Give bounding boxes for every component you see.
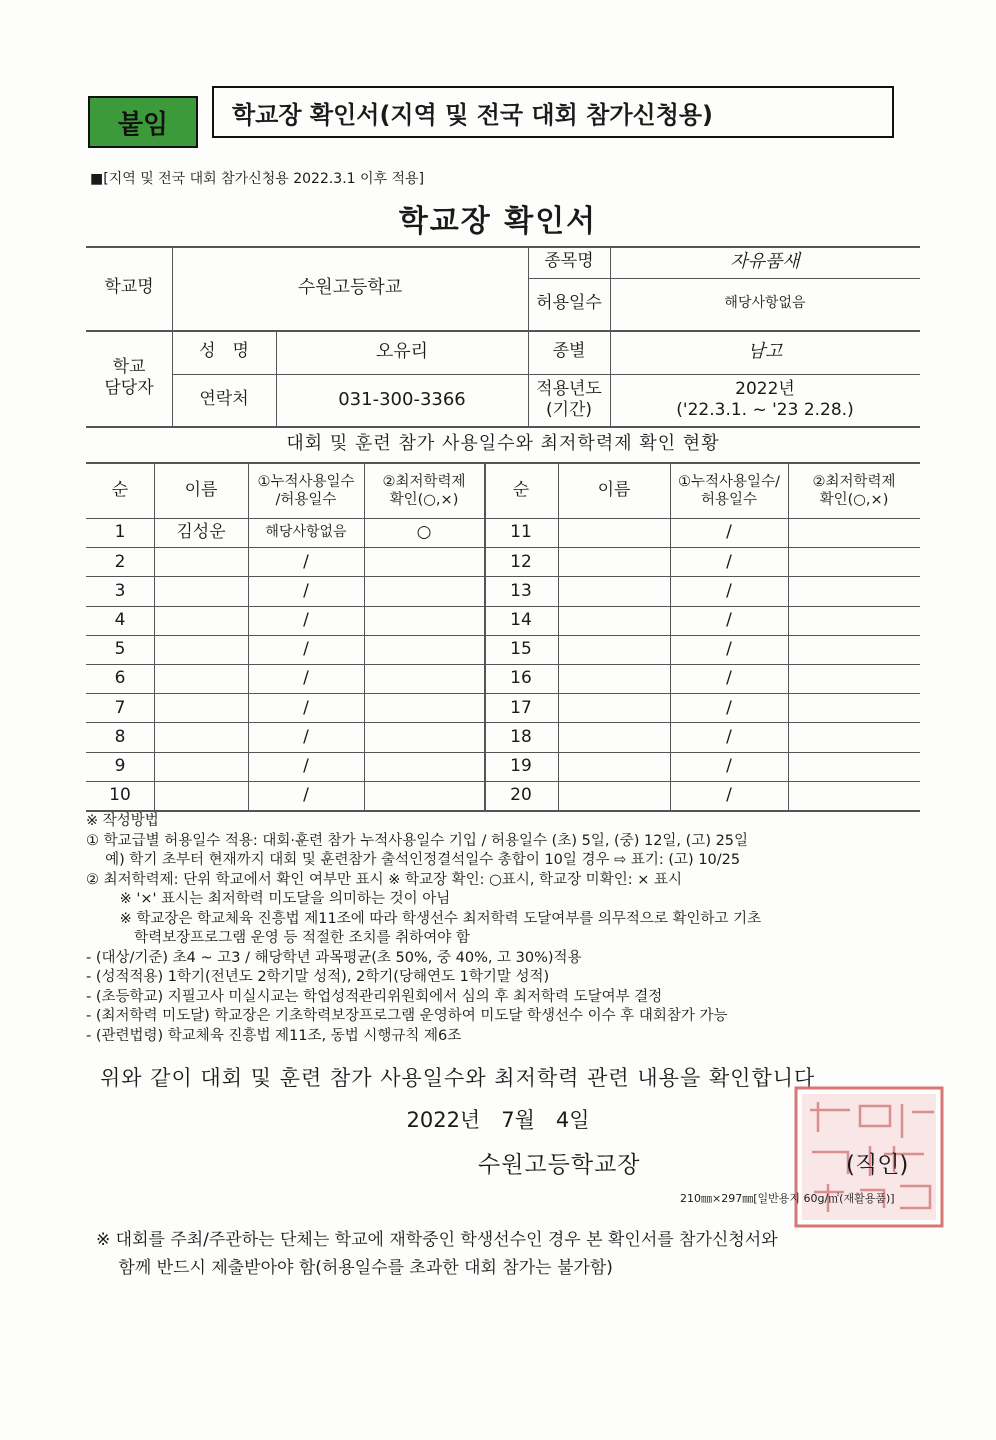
cell-no: 10	[109, 785, 131, 806]
cell-no: 20	[510, 785, 532, 806]
cell-no: 6	[114, 668, 126, 689]
cell-name	[558, 577, 670, 605]
col-header-academic: ②최저학력제 확인(○,×)	[382, 473, 466, 508]
cell-name	[154, 577, 248, 605]
instruction-line: ※ 학교장은 학교체육 진흥법 제11조에 따라 학생선수 최저학력 도달여부를 의무적으로 확인하고 기초	[86, 910, 762, 927]
cell-days: /	[303, 668, 309, 689]
issue-date: 2022년 7월 4일	[406, 1108, 590, 1132]
form-title-box: 학교장 확인서(지역 및 전국 대회 참가신청용)	[212, 86, 894, 138]
instruction-line: - (성적적용) 1학기(전년도 2학기말 성적), 2학기(당해연도 1학기말 성적)	[86, 969, 550, 985]
cell-name	[558, 519, 670, 547]
cell-days: /	[303, 580, 309, 601]
cell-no: 18	[510, 726, 532, 747]
cell-name	[558, 782, 670, 810]
cell-acad	[364, 665, 484, 693]
cell-no: 5	[114, 639, 126, 660]
cell-days: /	[303, 697, 309, 718]
cell-name	[558, 753, 670, 781]
cell-no: 9	[114, 756, 126, 777]
year-value: 2022년 ('22.3.1. ~ '23 2.28.)	[676, 378, 854, 420]
cell-days: /	[303, 551, 309, 572]
instruction-line: ② 최저학력제: 단위 학교에서 확인 여부만 표시 ※ 학교장 확인: ○표시, 학교장 미확인: × 표시	[86, 871, 682, 888]
year-label: 적용년도 (기간)	[536, 378, 602, 420]
cell-name	[154, 782, 248, 810]
cell-acad	[788, 782, 920, 810]
cell-acad	[788, 636, 920, 664]
cell-no: 16	[510, 668, 532, 689]
grid-title: 대회 및 훈련 참가 사용일수와 최저학력제 확인 현황	[286, 432, 720, 454]
document-title: 학교장 확인서	[398, 204, 598, 239]
school-label: 학교명	[104, 277, 154, 298]
event-label: 종목명	[544, 251, 594, 272]
cell-days: /	[726, 639, 732, 660]
cell-acad	[364, 607, 484, 635]
instruction-line: ※ 작성방법	[86, 813, 159, 829]
instruction-line: 학력보장프로그램 운영 등 적절한 조치를 취하여야 함	[86, 930, 470, 946]
instructions	[86, 812, 926, 1046]
instruction-line: - (대상/기준) 초4 ~ 고3 / 해당학년 과목평균(초 50%, 중 40%, 고 30%)적용	[86, 949, 582, 966]
cell-acad	[788, 723, 920, 751]
cell-acad	[364, 753, 484, 781]
col-header-no-right: 순	[512, 480, 530, 501]
instruction-line: - (초등학교) 지필고사 미실시교는 학업성적관리위원회에서 심의 후 최저학력 도달여부 결정	[86, 988, 663, 1005]
cell-no: 11	[510, 522, 532, 543]
cell-name	[558, 723, 670, 751]
cell-name	[558, 694, 670, 722]
cell-acad	[788, 577, 920, 605]
cell-days: /	[726, 726, 732, 747]
event-value: 자유품새	[730, 250, 800, 272]
cell-no: 12	[510, 551, 532, 572]
form-subnote: ■[지역 및 전국 대회 참가신청용 2022.3.1 이후 적용]	[90, 171, 425, 187]
gender-value: 남고	[747, 340, 783, 362]
cell-days: /	[726, 580, 732, 601]
cell-acad: ○	[416, 522, 432, 543]
footer-note: ※ 대회를 주최/주관하는 단체는 학교에 재학중인 학생선수인 경우 본 확인서를 참가신청서와 함께 반드시 제출받아야 함(허용일수를 초과한 대회 참가는 불가함)	[96, 1230, 778, 1278]
contact-value: 031-300-3366	[338, 388, 466, 410]
cell-days: 해당사항없음	[265, 524, 347, 541]
cell-no: 15	[510, 639, 532, 660]
cell-name: 김성운	[176, 522, 226, 543]
cell-no: 7	[114, 697, 126, 718]
name-value: 오유리	[375, 340, 429, 362]
instruction-line: - (최저학력 미도달) 학교장은 기초학력보장프로그램 운영하여 미도달 학생선수 이수 후 대회참가 가능	[86, 1008, 728, 1024]
cell-no: 13	[510, 580, 532, 601]
cell-days: /	[726, 551, 732, 572]
cell-no: 1	[114, 522, 126, 543]
cell-no: 2	[114, 551, 126, 572]
col-header-name-right: 이름	[597, 480, 631, 501]
cell-acad	[788, 753, 920, 781]
cell-acad	[364, 723, 484, 751]
manager-label: 학교 담당자	[104, 356, 154, 398]
cell-acad	[364, 577, 484, 605]
cell-acad	[364, 636, 484, 664]
gender-label: 종별	[552, 341, 586, 362]
confirmation-statement: 위와 같이 대회 및 훈련 참가 사용일수와 최저학력 관련 내용을 확인합니다	[100, 1066, 816, 1090]
attachment-badge: 붙임	[88, 96, 198, 148]
cell-no: 17	[510, 697, 532, 718]
cell-name	[558, 636, 670, 664]
cell-acad	[788, 548, 920, 576]
cell-days: /	[303, 726, 309, 747]
cell-name	[154, 694, 248, 722]
allowed-days-value: 해당사항없음	[724, 295, 806, 312]
cell-days: /	[726, 756, 732, 777]
col-header-academic-right: ②최저학력제 확인(○,×)	[812, 473, 896, 508]
cell-name	[558, 665, 670, 693]
cell-name	[154, 723, 248, 751]
cell-days: /	[303, 610, 309, 631]
cell-days: /	[726, 610, 732, 631]
cell-no: 4	[114, 610, 126, 631]
instruction-line: - (관련법령) 학교체육 진흥법 제11조, 동법 시행규칙 제6조	[86, 1027, 462, 1044]
cell-name	[154, 636, 248, 664]
cell-no: 8	[114, 726, 126, 747]
cell-no: 19	[510, 756, 532, 777]
cell-acad	[788, 607, 920, 635]
cell-days: /	[303, 756, 309, 777]
cell-days: /	[303, 785, 309, 806]
cell-name	[558, 607, 670, 635]
cell-name	[154, 548, 248, 576]
cell-days: /	[726, 668, 732, 689]
cell-acad	[788, 665, 920, 693]
col-header-no: 순	[111, 480, 129, 501]
cell-name	[154, 665, 248, 693]
cell-acad	[788, 519, 920, 547]
principal-name: 수원고등학교장	[478, 1152, 641, 1178]
cell-acad	[364, 694, 484, 722]
cell-days: /	[726, 697, 732, 718]
cell-acad	[364, 782, 484, 810]
cell-days: /	[303, 639, 309, 660]
cell-acad	[364, 548, 484, 576]
paper-spec: 210㎜×297㎜[일반용지 60g/㎡(재활용품)]	[680, 1192, 895, 1205]
cell-name	[558, 548, 670, 576]
instruction-line: 예) 학기 초부터 현재까지 대회 및 훈련참가 출석인정결석일수 총합이 10일 경우 ⇨ 표기: (고) 10/25	[86, 852, 741, 868]
cell-no: 14	[510, 610, 532, 631]
col-header-name: 이름	[184, 480, 218, 501]
allowed-days-label: 허용일수	[536, 293, 602, 314]
col-header-days-right: ①누적사용일수/ 허용일수	[678, 473, 780, 508]
seal-label: (직인)	[846, 1152, 909, 1178]
cell-acad	[788, 694, 920, 722]
cell-no: 3	[114, 580, 126, 601]
contact-label: 연락처	[199, 389, 249, 410]
name-label: 성 명	[199, 341, 249, 362]
cell-days: /	[726, 522, 732, 543]
instruction-line: ① 학교급별 허용일수 적용: 대회·훈련 참가 누적사용일수 기입 / 허용일수 (초) 5일, (중) 12일, (고) 25일	[86, 832, 749, 849]
school-value: 수원고등학교	[297, 276, 403, 298]
cell-days: /	[726, 785, 732, 806]
col-header-days: ①누적사용일수 /허용일수	[257, 473, 355, 508]
instruction-line: ※ '×' 표시는 최저학력 미도달을 의미하는 것이 아님	[86, 891, 451, 907]
cell-name	[154, 607, 248, 635]
cell-name	[154, 753, 248, 781]
